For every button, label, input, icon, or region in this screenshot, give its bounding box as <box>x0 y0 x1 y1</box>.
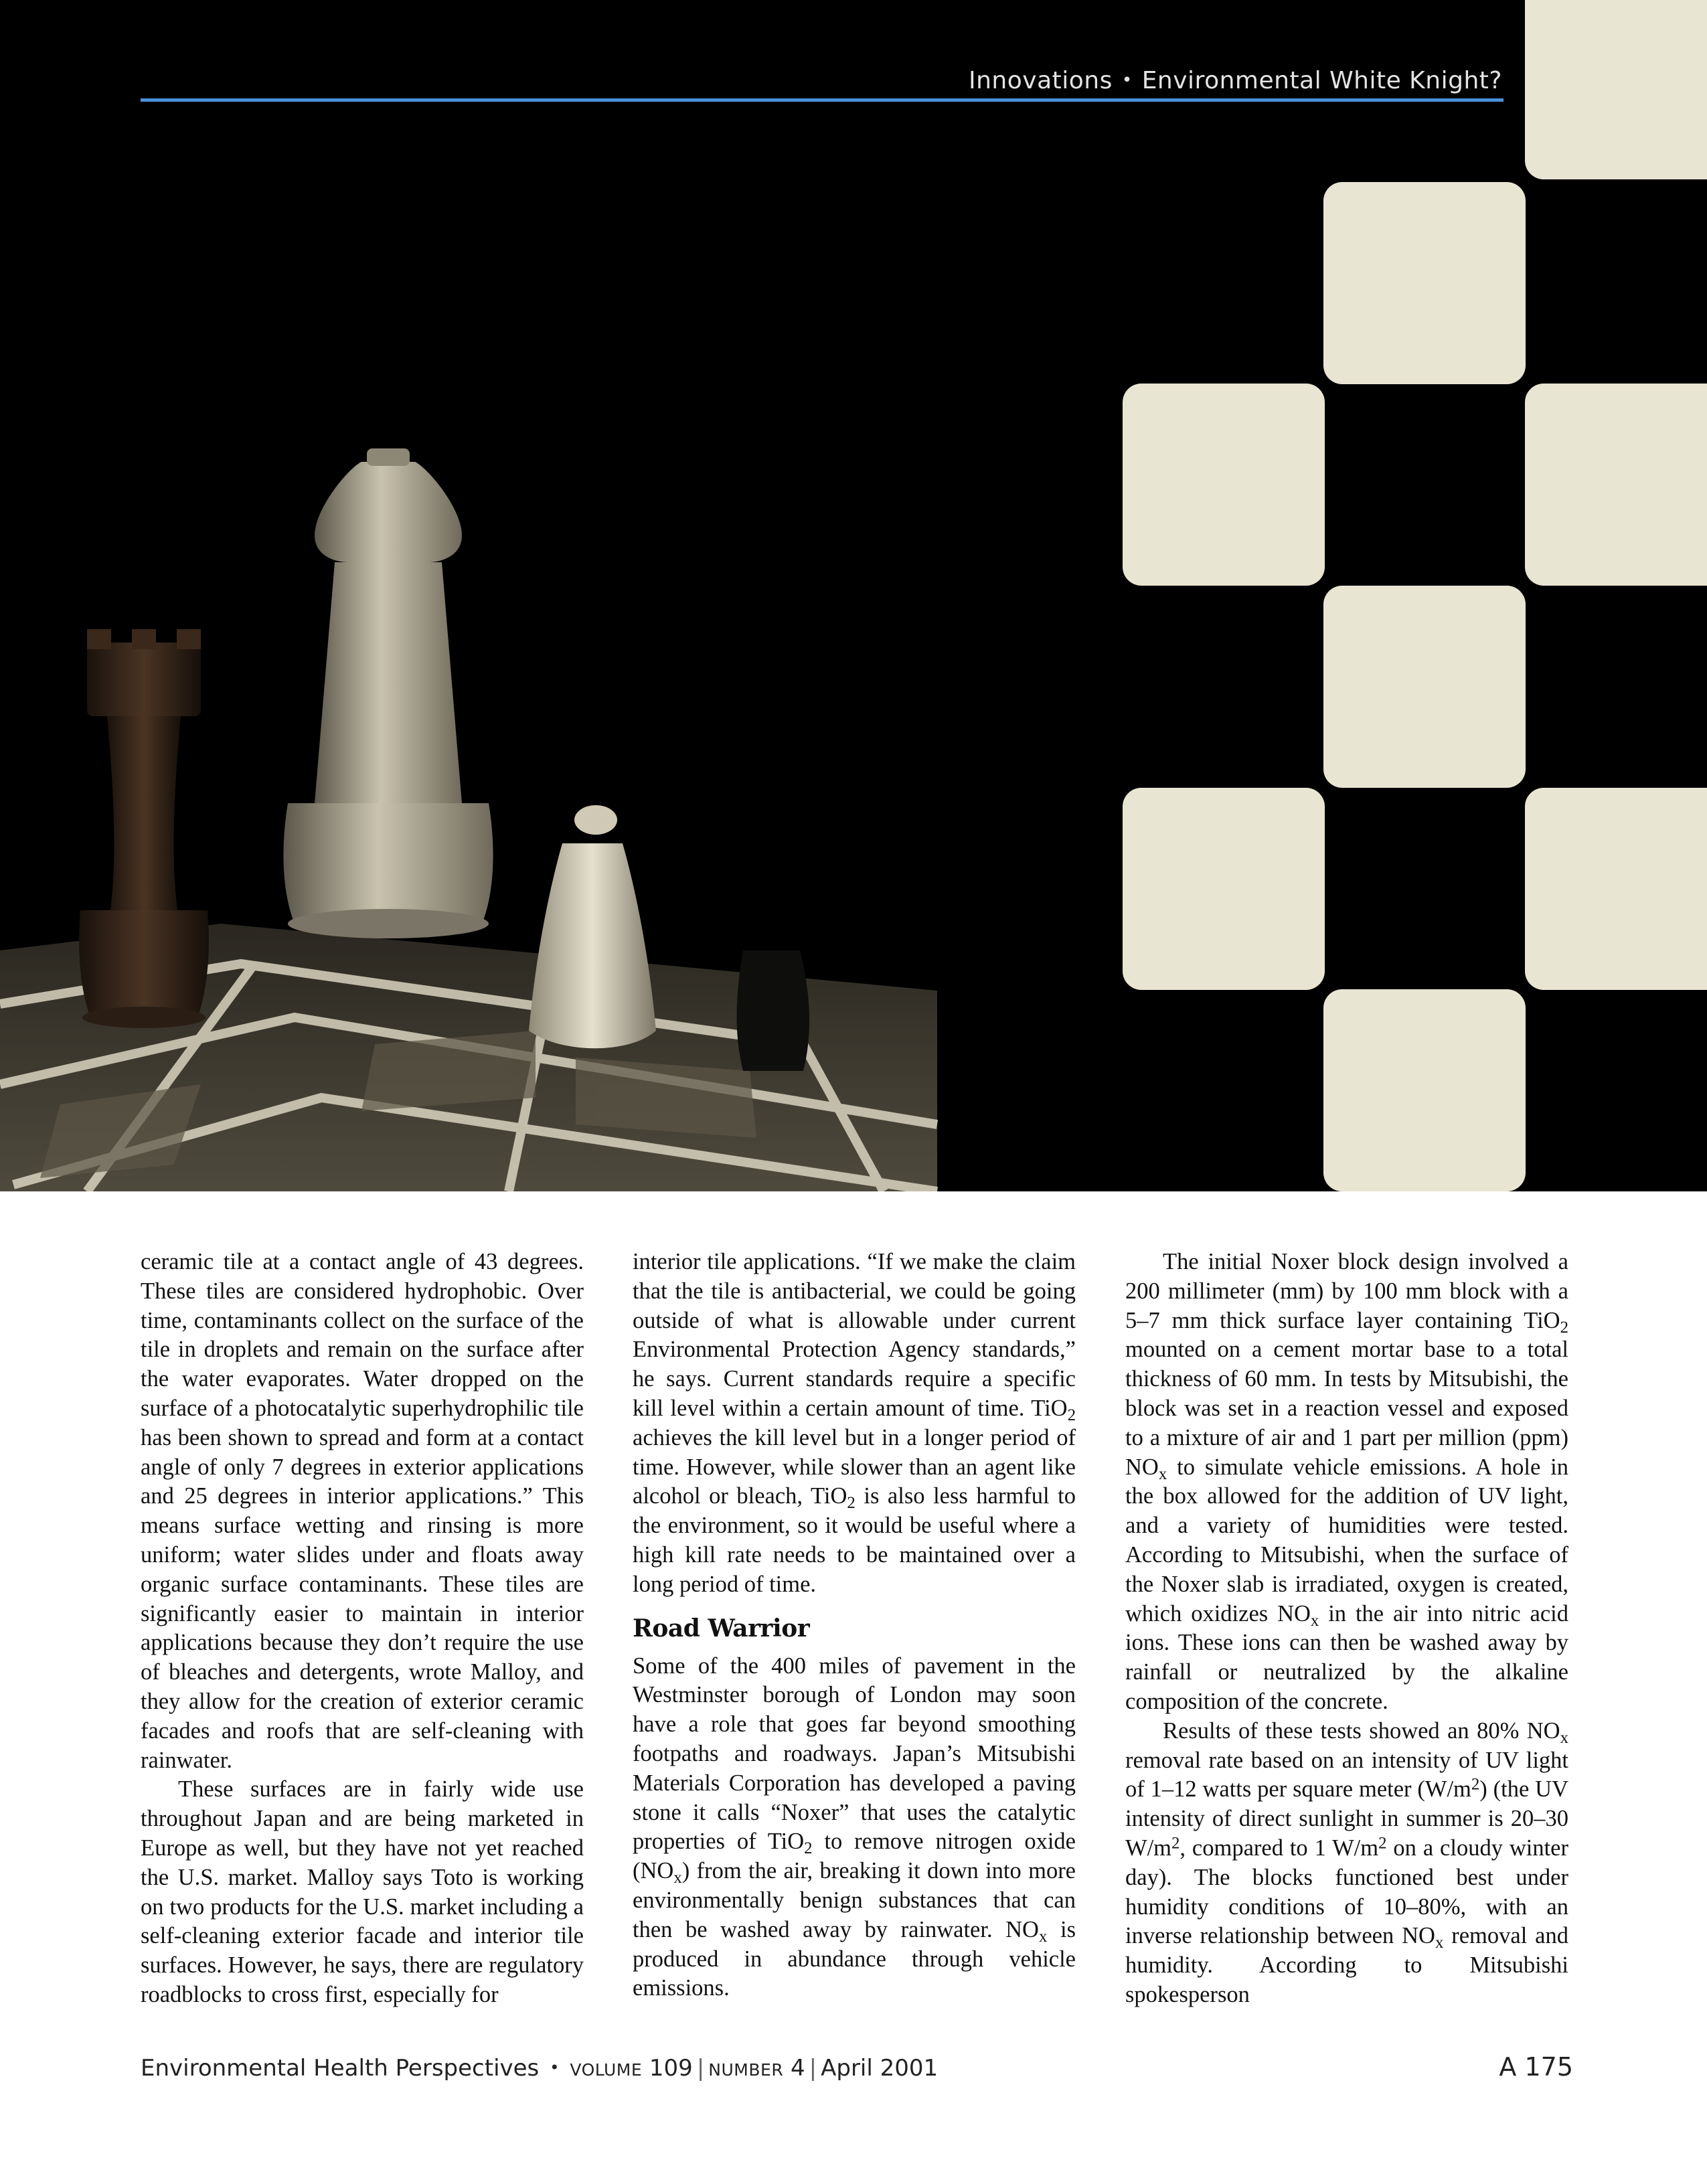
footer-bullet: • <box>550 2058 560 2077</box>
dark-rook-piece <box>79 629 209 1028</box>
checker-tile <box>1123 788 1325 990</box>
checker-tile <box>1525 0 1707 179</box>
checker-tile <box>1525 788 1707 990</box>
checker-tile <box>1525 384 1707 586</box>
volume-label: VOLUME <box>570 2060 643 2080</box>
issue-date: April 2001 <box>821 2055 939 2082</box>
article-title: Environmental White Knight? <box>1141 67 1502 94</box>
shadow-piece <box>737 950 810 1071</box>
section-name: Innovations <box>968 67 1113 94</box>
text-column-1 <box>141 1248 584 2010</box>
checker-tile <box>1123 384 1325 586</box>
text-column-3 <box>1125 1248 1568 2010</box>
checker-tile <box>1323 182 1526 384</box>
volume-number: 109 <box>649 2055 693 2082</box>
paragraph: ceramic tile at a contact angle of 43 degrees. These tiles are considered hydrophobic. Over time, contaminants collect on the surface of the tile in droplets and remain on the surface after the water evaporates. Water dropped on the surface of a photocatalytic superhydrophilic tile has been shown to spread and form at a contact angle of only 7 degrees in exterior applications and 25 degrees in interior applications.” This means surface wetting and rinsing is more uniform; water slides under and floats away organic surface contaminants. These tiles are significantly easier to maintain in interior applications because they don’t require the use of bleaches and detergents, wrote Malloy, and they allow for the creation of exterior ceramic facades and roofs that are self-cleaning with rainwater. <box>141 1249 584 1773</box>
white-bishop-piece <box>529 805 656 1048</box>
issue-number: 4 <box>791 2055 805 2082</box>
text-column-2 <box>633 1248 1076 2003</box>
section-heading: Road Warrior <box>633 1614 810 1643</box>
paragraph: Some of the 400 miles of pavement in the Westminster borough of London may soon have a role that goes far beyond smoothing footpaths and roadways. Japan’s Mitsubishi Materials Corporation has developed a paving stone it calls “Noxer” that uses the catalytic properties of TiO$_2$ to remove nitrogen oxide $(NO_x)$ from the air, breaking it down into more environmentally benign substances that can then be washed away by rainwater. $NO_x$ is produced in abundance through vehicle emissions. <box>633 1653 1076 2001</box>
running-head-separator: • <box>1121 70 1133 90</box>
footer-citation <box>141 2055 938 2082</box>
footer-divider: | <box>809 2055 817 2082</box>
checker-tile <box>1323 989 1526 1191</box>
paragraph: The initial Noxer block design involved a 200 millimeter (mm) by 100 mm block with a 5–7 mm thick surface layer containing TiO$_2$ mounted on a cement mortar base to a total thickness of 60 mm. In tests by Mitsubishi, the block was set in a reaction vessel and exposed to a mixture of air and 1 part per million (ppm) $NO_x$ to simulate vehicle emissions. A hole in the box allowed for the addition of UV light, and a variety of humidities were tested. According to Mitsubishi, when the surface of the Noxer slab is irradiated, oxygen is created, which oxidizes $NO_x$ in the air into nitric acid ions. These ions can then be washed away by rainfall or neutralized by the alkaline composition of the concrete. <box>1125 1249 1568 1714</box>
page-number: A 175 <box>1499 2052 1573 2082</box>
paragraph: Results of these tests showed an 80% $NO_x$ removal rate based on an intensity of UV light of 1–12 watts per square meter $(W/m^2)$ (the UV intensity of direct sunlight in summer is 20–30 $W/m^2$, compared to 1 $W/m^2$ on a cloudy winter day). The blocks functioned best under humidity conditions of 10–80%, with an inverse relationship between $NO_x$ removal and humidity. According to Mitsubishi spokesperson <box>1125 1717 1568 2007</box>
header-rule <box>141 98 1503 102</box>
white-king-piece <box>283 448 493 938</box>
journal-name: Environmental Health Perspectives <box>141 2055 540 2082</box>
number-label: NUMBER <box>708 2060 784 2080</box>
paragraph: These surfaces are in fairly wide use throughout Japan and are being marketed in Europe as well, but they have not yet reached the U.S. market. Malloy says Toto is working on two products for the U.S. market including a self-cleaning exterior facade and interior tile surfaces. However, he says, there are regulatory roadblocks to cross first, especially for <box>141 1776 584 2007</box>
footer-divider: | <box>696 2055 705 2082</box>
paragraph: interior tile applications. “If we make the claim that the tile is antibacterial, we could be going outside of what is allowable under current Environmental Protection Agency standards,” he says. Current standards require a specific kill level within a certain amount of time. TiO$_2$ achieves the kill level but in a longer period of time. However, while slower than an agent like alcohol or bleach, TiO$_2$ is also less harmful to the environment, so it would be useful where a high kill rate needs to be maintained over a long period of time. <box>633 1249 1076 1597</box>
checker-tile <box>1323 586 1526 788</box>
running-head <box>969 67 1502 94</box>
